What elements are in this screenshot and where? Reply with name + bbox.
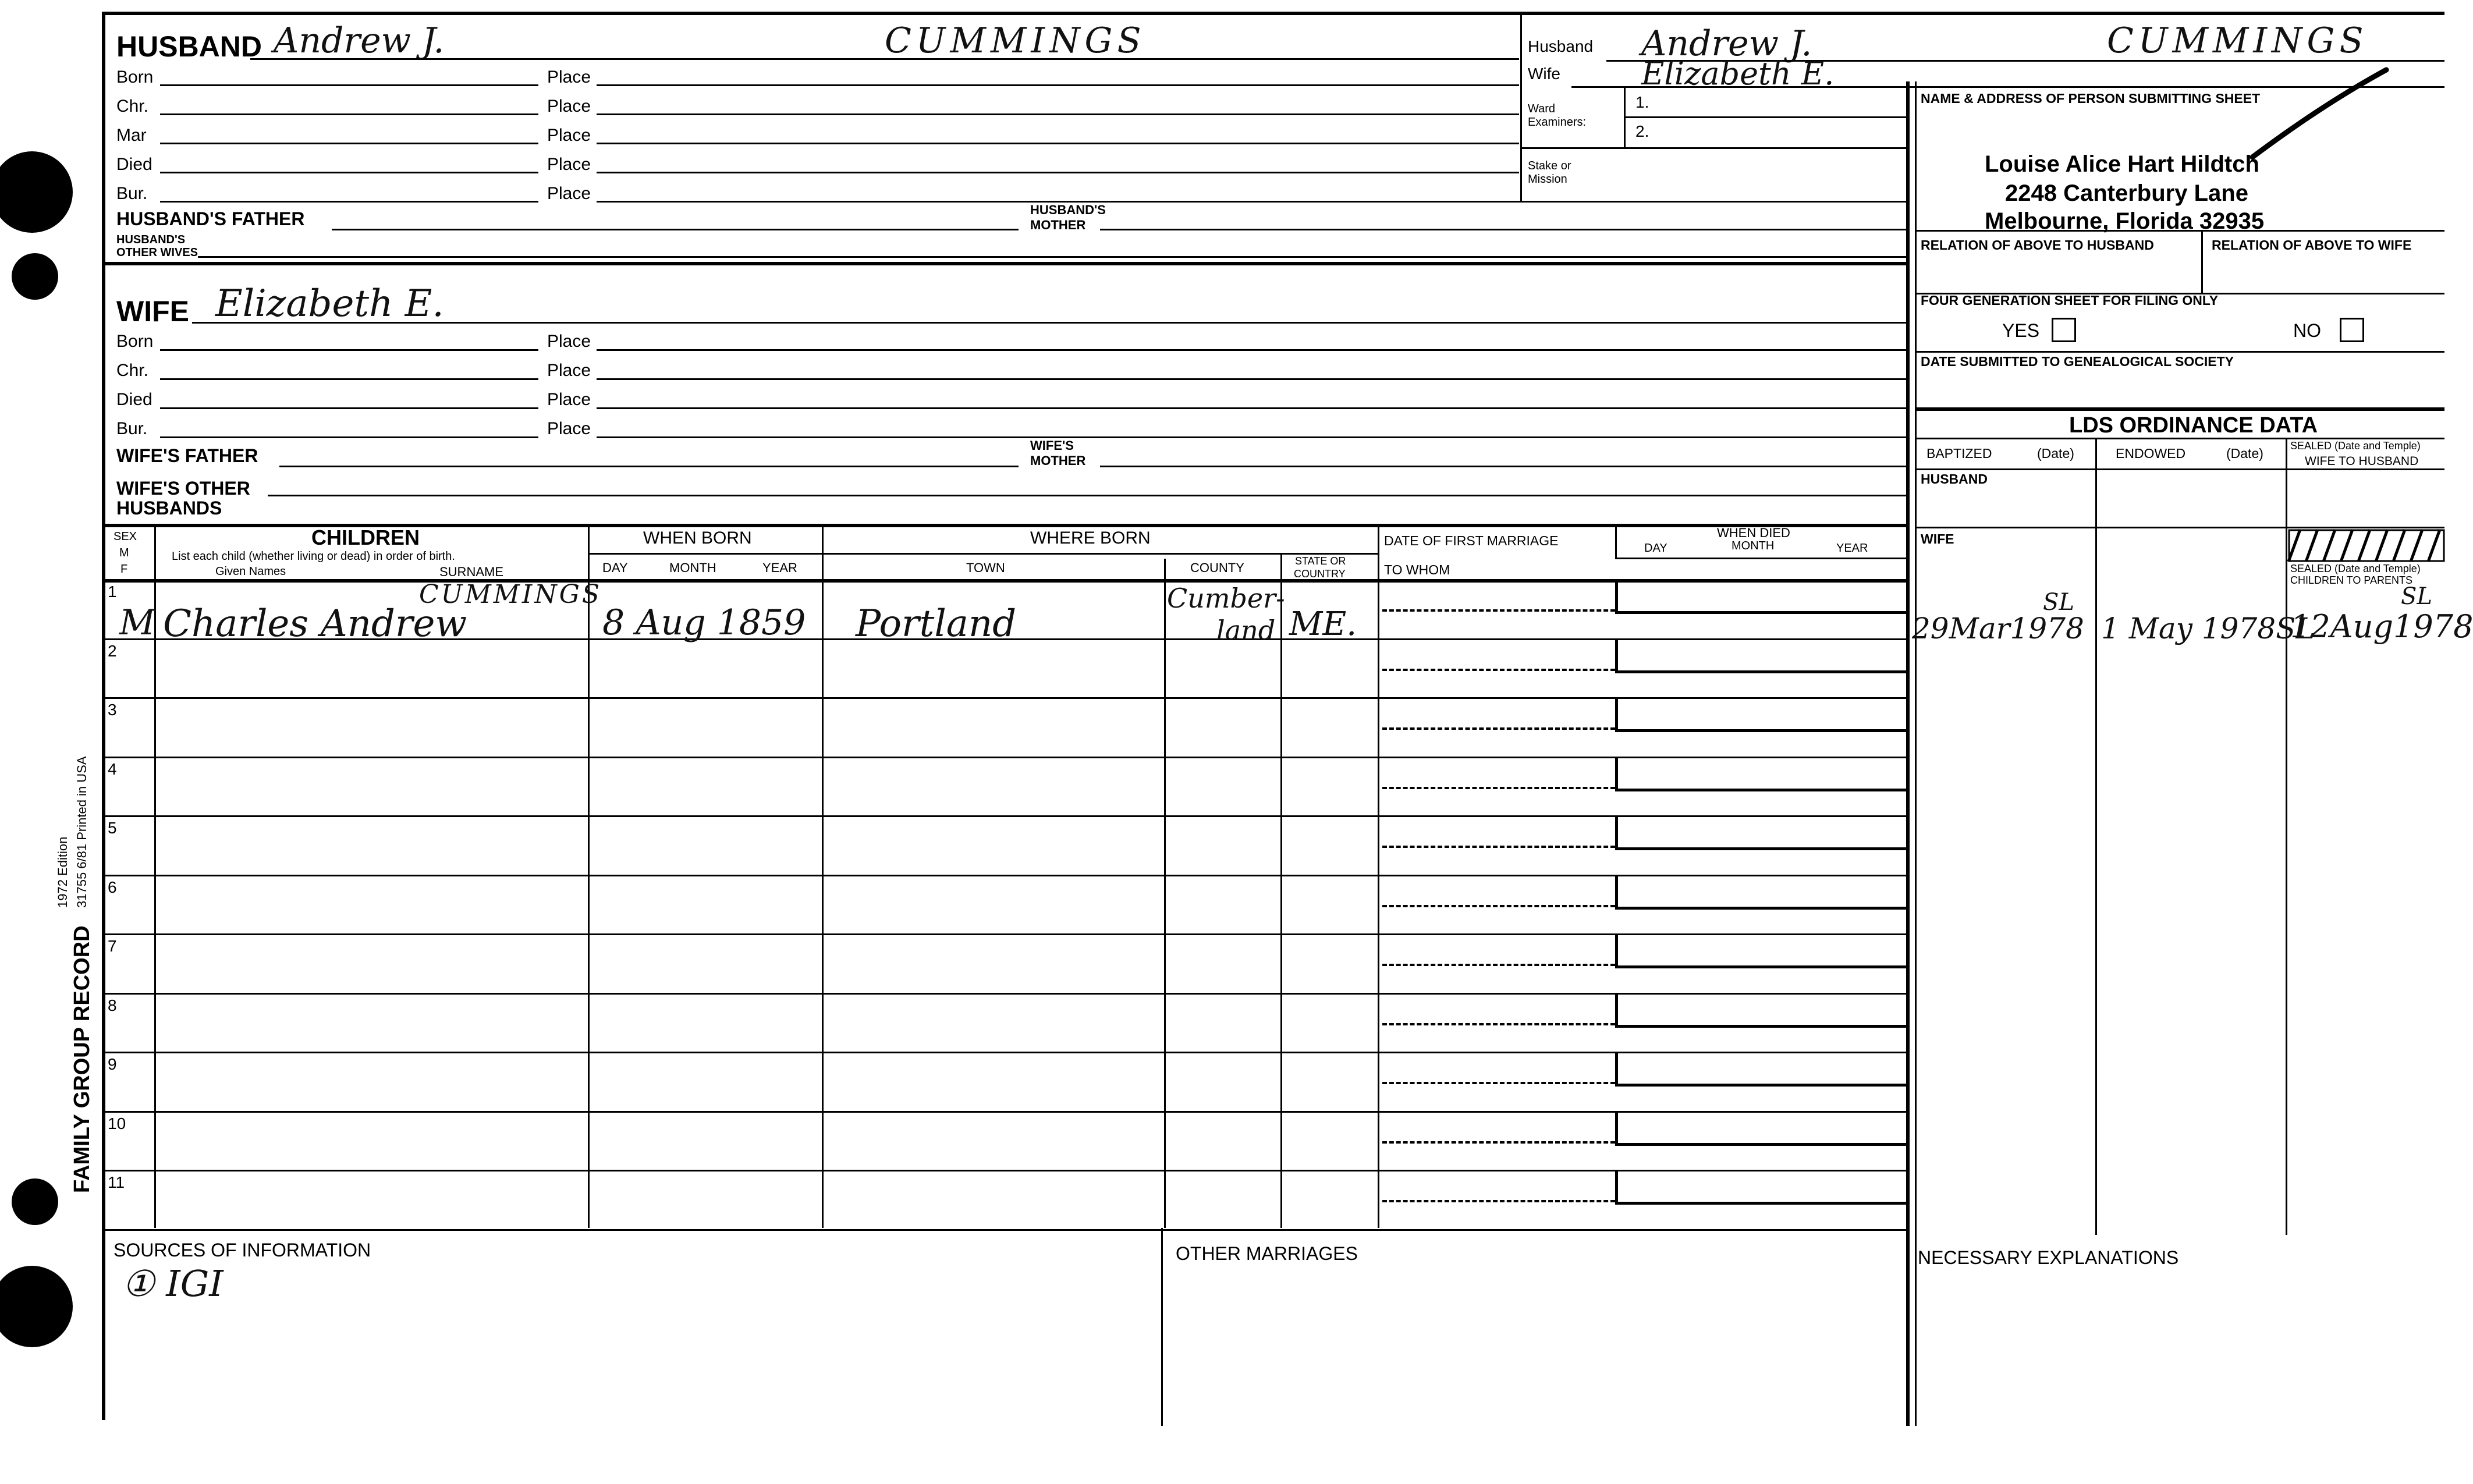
child-row-number: 11 xyxy=(108,1173,125,1191)
box-wife-label: Wife xyxy=(1528,65,1560,83)
death-date-box xyxy=(1615,580,1906,614)
wife-father-label: WIFE'S FATHER xyxy=(116,445,258,466)
rule xyxy=(1915,438,2444,439)
submitter-title: NAME & ADDRESS OF PERSON SUBMITTING SHEET xyxy=(1921,91,2261,106)
marriage-date-line xyxy=(1382,609,1615,612)
rule xyxy=(160,378,538,380)
form-printing: 31755 6/81 Printed in USA xyxy=(74,756,89,908)
other-marriages-label: OTHER MARRIAGES xyxy=(1176,1243,1358,1264)
ward-label-1: Ward xyxy=(1528,102,1556,115)
no-label: NO xyxy=(2293,320,2321,341)
child-row-line xyxy=(102,1229,1906,1231)
given-names-label: Given Names xyxy=(215,565,286,578)
husband-bur-place-label: Place xyxy=(547,184,591,203)
rule xyxy=(279,466,1019,467)
child-row-number: 1 xyxy=(108,583,117,601)
divider xyxy=(2201,230,2203,294)
lds-sealed-label-1: SEALED (Date and Temple) xyxy=(2290,440,2421,452)
born-day-label: DAY xyxy=(602,560,628,575)
wife-born-label: Born xyxy=(116,332,154,351)
first-marriage-label: DATE OF FIRST MARRIAGE xyxy=(1384,533,1559,548)
husband-surname: CUMMINGS xyxy=(885,20,1146,61)
rule xyxy=(1915,527,2444,528)
death-date-box xyxy=(1615,816,1906,850)
sources-label: SOURCES OF INFORMATION xyxy=(113,1240,371,1261)
husband-other-wives-1: HUSBAND'S xyxy=(116,233,186,246)
rule xyxy=(250,58,1519,60)
yes-checkbox[interactable] xyxy=(2052,318,2076,342)
box-husband-label: Husband xyxy=(1528,37,1594,55)
lds-title: LDS ORDINANCE DATA xyxy=(2069,413,2318,438)
wife-died-label: Died xyxy=(116,390,152,409)
rule xyxy=(160,436,538,438)
lds-wife-label: WIFE xyxy=(1921,531,1954,546)
rule xyxy=(597,113,1519,115)
wife-born-place-label: Place xyxy=(547,332,591,351)
child1-town: Portland xyxy=(856,602,1017,645)
child-row-number: 3 xyxy=(108,701,117,719)
husband-died-place-label: Place xyxy=(547,155,591,174)
lds-husband-label: HUSBAND xyxy=(1921,471,1988,487)
child1-county-1: Cumber- xyxy=(1167,583,1285,614)
husband-mother-label-1: HUSBAND'S xyxy=(1030,203,1106,217)
wife-given-name: Elizabeth E. xyxy=(215,282,444,325)
marriage-date-line xyxy=(1382,787,1615,789)
child1-county-2: land xyxy=(1216,615,1276,646)
rule xyxy=(1520,147,1906,149)
husband-given-name: Andrew J. xyxy=(274,20,445,61)
husband-label: HUSBAND xyxy=(116,30,262,63)
rule xyxy=(597,201,1906,203)
ward-label-2: Examiners: xyxy=(1528,116,1587,129)
lds-endowed-label: ENDOWED xyxy=(2116,446,2186,461)
child1-sex: M xyxy=(119,602,155,643)
rule xyxy=(1100,229,1906,230)
town-label: TOWN xyxy=(966,560,1005,575)
punch-hole xyxy=(12,253,58,300)
child1-sealed: 12Aug1978 xyxy=(2290,608,2473,645)
children-title: CHILDREN xyxy=(311,526,420,549)
rule xyxy=(597,349,1906,351)
surname-label: SURNAME xyxy=(439,565,504,579)
lds-endowed-date-label: (Date) xyxy=(2226,446,2263,461)
necessary-explanations-label: NECESSARY EXPLANATIONS xyxy=(1918,1247,2179,1268)
marriage-date-line xyxy=(1382,1082,1615,1084)
divider xyxy=(1161,1228,1163,1426)
examiner-2: 2. xyxy=(1635,122,1649,140)
sex-label: SEX xyxy=(113,530,137,543)
death-date-box xyxy=(1615,698,1906,732)
child1-born-date: 8 Aug 1859 xyxy=(602,602,806,643)
rule xyxy=(1624,116,1906,118)
relation-wife-label: RELATION OF ABOVE TO WIFE xyxy=(2212,237,2412,253)
pen-mark xyxy=(2200,58,2392,163)
husband-mother-label-2: MOTHER xyxy=(1030,218,1086,232)
divider xyxy=(1520,12,1522,201)
to-whom-label: TO WHOM xyxy=(1384,562,1450,577)
punch-hole xyxy=(0,1266,73,1347)
marriage-date-line xyxy=(1382,846,1615,848)
rule xyxy=(597,172,1519,173)
wife-bur-place-label: Place xyxy=(547,419,591,438)
rule xyxy=(198,256,1906,258)
marriage-date-line xyxy=(1382,727,1615,730)
child-row-number: 6 xyxy=(108,878,117,896)
death-date-box xyxy=(1615,994,1906,1028)
rule xyxy=(160,407,538,409)
hatched-box xyxy=(2288,530,2444,562)
death-date-box xyxy=(1615,758,1906,791)
rule xyxy=(160,349,538,351)
rule xyxy=(1100,466,1906,467)
rule xyxy=(597,143,1519,144)
rule xyxy=(588,553,1379,555)
section-divider xyxy=(102,262,1906,265)
wife-mother-label-1: WIFE'S xyxy=(1030,438,1074,453)
husband-chr-label: Chr. xyxy=(116,97,149,116)
rule xyxy=(1915,351,2444,353)
child-row-number: 4 xyxy=(108,759,117,778)
rule xyxy=(160,172,538,173)
child1-baptized-temple: SL xyxy=(2043,589,2074,616)
husband-father-label: HUSBAND'S FATHER xyxy=(116,208,305,229)
born-month-label: MONTH xyxy=(669,560,716,575)
wife-chr-label: Chr. xyxy=(116,361,149,380)
husband-born-place-label: Place xyxy=(547,68,591,87)
where-born-label: WHERE BORN xyxy=(1030,528,1151,548)
death-date-box xyxy=(1615,1112,1906,1146)
husband-chr-place-label: Place xyxy=(547,97,591,116)
rule xyxy=(597,407,1906,409)
death-date-box xyxy=(1615,935,1906,968)
wife-bur-label: Bur. xyxy=(116,419,148,438)
child-row-number: 8 xyxy=(108,996,117,1014)
died-month-label: MONTH xyxy=(1732,539,1775,552)
box-husband-surname: CUMMINGS xyxy=(2107,20,2368,61)
marriage-date-line xyxy=(1382,1023,1615,1025)
stake-label-1: Stake or xyxy=(1528,159,1571,172)
child1-state: ME. xyxy=(1289,605,1357,643)
divider xyxy=(1164,559,1166,1228)
sex-f: F xyxy=(120,563,128,576)
marriage-date-line xyxy=(1382,1141,1615,1144)
marriage-date-line xyxy=(1382,905,1615,907)
wife-mother-label-2: MOTHER xyxy=(1030,453,1086,468)
husband-bur-label: Bur. xyxy=(116,184,148,203)
wife-other-husbands-1: WIFE'S OTHER xyxy=(116,478,250,499)
divider xyxy=(1280,553,1282,1228)
right-section-divider xyxy=(1906,81,1910,1426)
punch-hole xyxy=(0,151,73,233)
state-label-1: STATE OR xyxy=(1295,555,1346,567)
child1-baptized: 29Mar1978 xyxy=(1912,612,2084,645)
husband-mar-place-label: Place xyxy=(547,126,591,145)
child-row-number: 5 xyxy=(108,819,117,837)
submitter-name: Louise Alice Hart Hildtch xyxy=(1985,151,2259,177)
marriage-date-line xyxy=(1382,669,1615,671)
death-date-box xyxy=(1615,1171,1906,1205)
children-subtitle: List each child (whether living or dead) in order of birth. xyxy=(172,550,455,563)
rule xyxy=(597,436,1906,438)
lds-sealed-children-1: SEALED (Date and Temple) xyxy=(2290,563,2421,574)
died-year-label: YEAR xyxy=(1836,542,1868,555)
wife-other-husbands-2: HUSBANDS xyxy=(116,498,222,519)
lds-baptized-date-label: (Date) xyxy=(2037,446,2074,461)
divider xyxy=(2095,438,2097,1235)
rule xyxy=(597,378,1906,380)
died-day-label: DAY xyxy=(1644,542,1667,555)
wife-chr-place-label: Place xyxy=(547,361,591,380)
state-label-2: COUNTRY xyxy=(1294,568,1346,580)
yes-label: YES xyxy=(2002,320,2040,341)
husband-died-label: Died xyxy=(116,155,152,174)
divider xyxy=(1915,81,1917,1426)
section-divider xyxy=(1915,407,2444,411)
date-submitted-label: DATE SUBMITTED TO GENEALOGICAL SOCIETY xyxy=(1921,354,2234,369)
when-born-label: WHEN BORN xyxy=(643,528,752,548)
rule xyxy=(160,84,538,86)
rule xyxy=(1915,230,2444,232)
death-date-box xyxy=(1615,1053,1906,1087)
child1-endowed: 1 May 1978SL xyxy=(2101,612,2315,645)
husband-born-label: Born xyxy=(116,68,154,87)
child-row-number: 2 xyxy=(108,641,117,660)
child1-given-names: Charles Andrew xyxy=(163,602,467,645)
examiner-1: 1. xyxy=(1635,93,1649,111)
child1-sealed-temple: SL xyxy=(2401,583,2432,610)
rule xyxy=(1615,558,1906,559)
child-row-number: 7 xyxy=(108,937,117,955)
form-edition: 1972 Edition xyxy=(55,836,70,908)
county-label: COUNTY xyxy=(1190,560,1244,575)
form-side-title: FAMILY GROUP RECORD xyxy=(70,925,94,1193)
wife-died-place-label: Place xyxy=(547,390,591,409)
rule xyxy=(1915,468,2444,470)
marriage-date-line xyxy=(1382,964,1615,966)
when-died-label: WHEN DIED xyxy=(1717,526,1790,540)
child-row-number: 9 xyxy=(108,1055,117,1073)
divider xyxy=(2286,438,2287,1235)
marriage-date-line xyxy=(1382,1200,1615,1202)
rule xyxy=(268,495,1906,496)
rule xyxy=(160,143,538,144)
sources-entry: ① IGI xyxy=(122,1262,223,1305)
no-checkbox[interactable] xyxy=(2340,318,2364,342)
rule xyxy=(192,322,1906,324)
box-wife-given: Elizabeth E. xyxy=(1641,55,1835,92)
submitter-address: 2248 Canterbury Lane xyxy=(2005,180,2248,206)
husband-mar-label: Mar xyxy=(116,126,147,145)
relation-husband-label: RELATION OF ABOVE TO HUSBAND xyxy=(1921,237,2154,253)
child1-surname: CUMMINGS xyxy=(419,580,602,609)
rule xyxy=(160,201,538,203)
sex-m: M xyxy=(119,546,129,559)
rule xyxy=(160,113,538,115)
born-year-label: YEAR xyxy=(762,560,797,575)
lds-sealed-children-2: CHILDREN TO PARENTS xyxy=(2290,574,2413,586)
left-border xyxy=(102,12,105,1420)
husband-other-wives-2: OTHER WIVES xyxy=(116,246,198,259)
box-husband-given: Andrew J. xyxy=(1641,23,1812,64)
rule xyxy=(597,84,1519,86)
death-date-box xyxy=(1615,640,1906,673)
lds-baptized-label: BAPTIZED xyxy=(1926,446,1992,461)
child-row-number: 10 xyxy=(108,1114,126,1132)
death-date-box xyxy=(1615,876,1906,910)
lds-sealed-label-2: WIFE TO HUSBAND xyxy=(2305,455,2419,468)
wife-label: WIFE xyxy=(116,295,189,328)
rule xyxy=(332,229,1019,230)
submitter-city: Melbourne, Florida 32935 xyxy=(1985,208,2265,234)
stake-label-2: Mission xyxy=(1528,173,1567,186)
punch-hole xyxy=(12,1178,58,1225)
divider xyxy=(1615,524,1617,559)
top-border xyxy=(102,12,2444,15)
four-generation-label: FOUR GENERATION SHEET FOR FILING ONLY xyxy=(1921,293,2219,308)
